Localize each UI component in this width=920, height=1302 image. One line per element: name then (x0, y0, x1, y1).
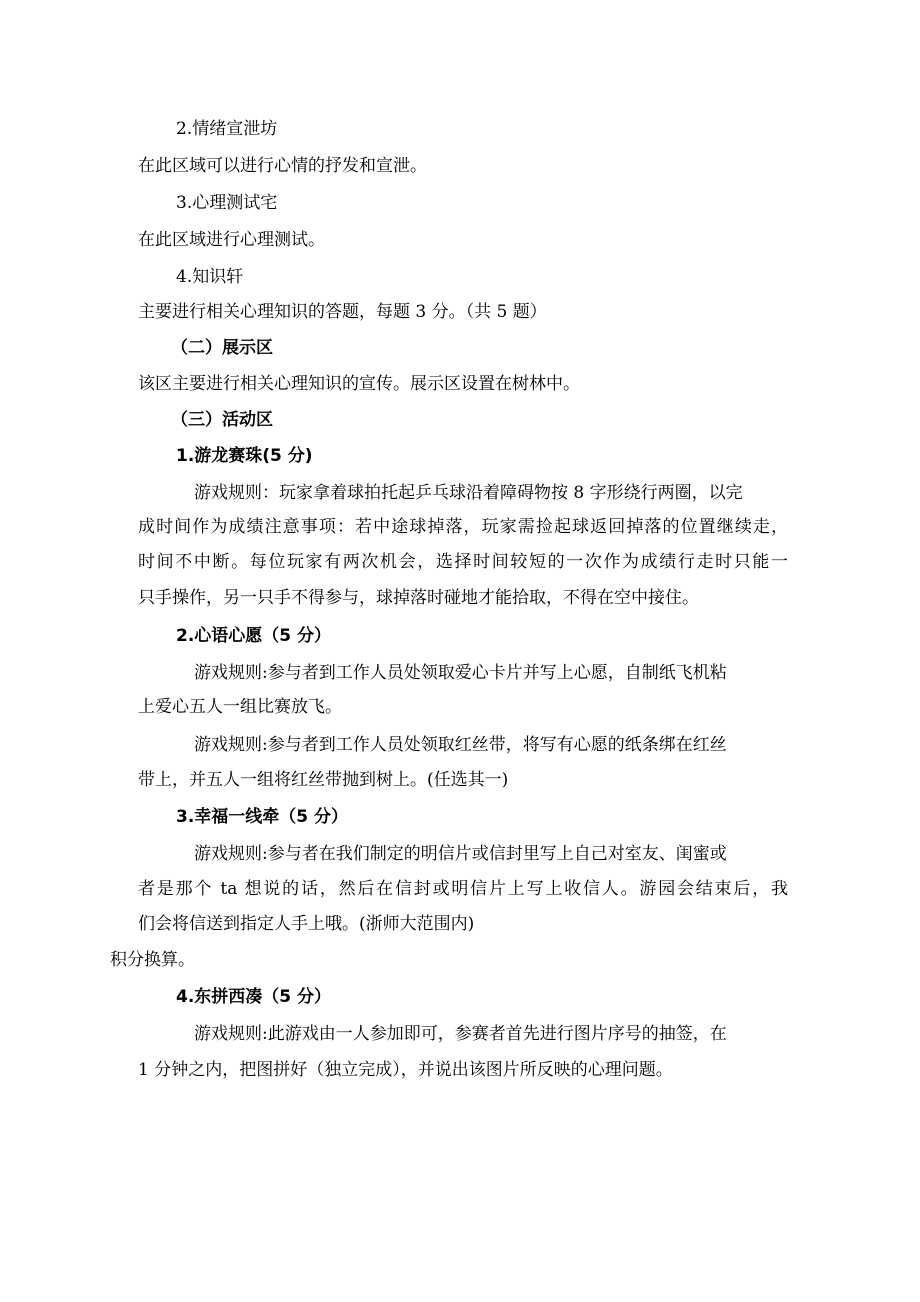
paragraph: 主要进行相关心理知识的答题，每题 3 分。（共 5 题） (138, 302, 547, 322)
game-title: 1.游龙赛珠(5 分) (176, 446, 313, 466)
section-heading-activity-area: （三）活动区 (171, 410, 273, 430)
rule-text: 时间不中断。每位玩家有两次机会，选择时间较短的一次作为成绩行走时只能一 (138, 552, 788, 572)
rule-text: 游戏规则:参与者到工作人员处领取爱心卡片并写上心愿，自制纸飞机粘 (194, 663, 727, 683)
section-heading: 4.知识轩 (176, 267, 244, 287)
rule-text: 成时间作为成绩注意事项：若中途球掉落，玩家需捡起球返回掉落的位置继续走， (138, 517, 788, 537)
game-title: 4.东拼西凑（5 分） (176, 987, 332, 1007)
paragraph: 该区主要进行相关心理知识的宣传。展示区设置在树林中。 (138, 374, 580, 394)
rule-text: 游戏规则：玩家拿着球拍托起乒乓球沿着障碍物按 8 字形绕行两圈，以完 (194, 483, 743, 503)
game-title: 3.幸福一线牵（5 分） (176, 807, 349, 827)
rule-text: 者是那个 ta 想说的话，然后在信封或明信片上写上收信人。游园会结束后，我 (138, 879, 788, 899)
rule-text: 带上，并五人一组将红丝带抛到树上。(任选其一) (138, 770, 509, 790)
rule-text: 上爱心五人一组比赛放飞。 (138, 697, 342, 717)
section-heading: 3.心理测试宅 (176, 193, 278, 213)
paragraph: 在此区域可以进行心情的抒发和宣泄。 (138, 156, 427, 176)
rule-text: 游戏规则:参与者在我们制定的明信片或信封里写上自己对室友、闺蜜或 (194, 844, 727, 864)
paragraph: 在此区域进行心理测试。 (138, 230, 325, 250)
paragraph: 积分换算。 (110, 950, 195, 970)
section-heading: 2.情绪宣泄坊 (176, 119, 278, 139)
rule-text: 1 分钟之内，把图拼好（独立完成），并说出该图片所反映的心理问题。 (138, 1060, 673, 1080)
rule-text: 们会将信送到指定人手上哦。(浙师大范围内) (138, 914, 475, 934)
rule-text: 游戏规则:此游戏由一人参加即可，参赛者首先进行图片序号的抽签，在 (194, 1024, 727, 1044)
section-heading-display-area: （二）展示区 (171, 338, 273, 358)
game-title: 2.心语心愿（5 分） (176, 626, 332, 646)
rule-text: 只手操作，另一只手不得参与，球掉落时碰地才能拾取，不得在空中接住。 (138, 588, 699, 608)
rule-text: 游戏规则:参与者到工作人员处领取红丝带，将写有心愿的纸条绑在红丝 (194, 735, 727, 755)
